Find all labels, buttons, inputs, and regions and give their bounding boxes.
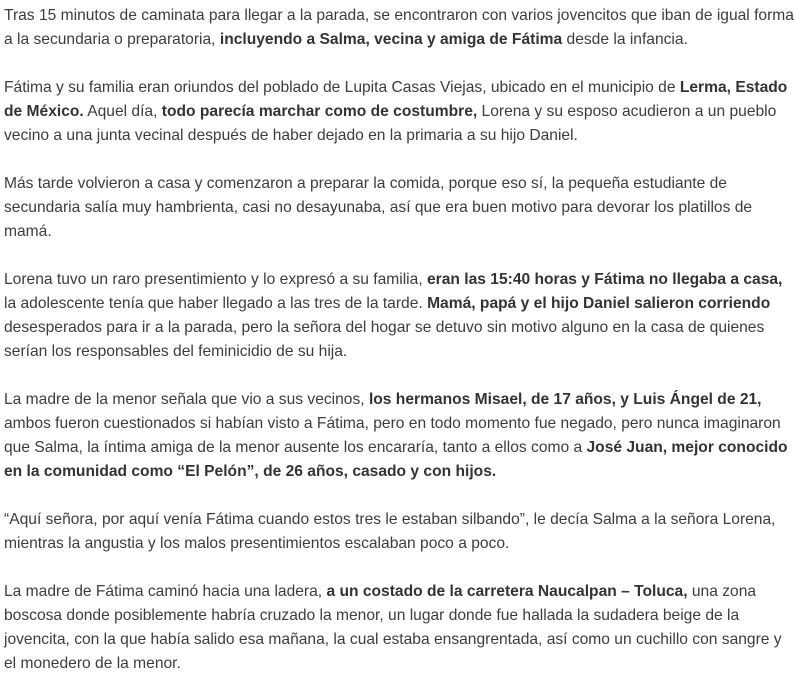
text-segment: desde la infancia. [562, 31, 688, 48]
bold-segment: incluyendo a Salma, vecina y amiga de Fátima [219, 31, 563, 48]
bold-segment: todo parecía marchar como de costumbre, [161, 103, 478, 120]
paragraph-5 [4, 388, 794, 484]
paragraph-1 [4, 4, 794, 52]
bold-segment: José Juan, mejor conocido en la comunidad como “El Pelón”, de 26 años, casado y con hijos. [4, 439, 788, 480]
text-segment: Más tarde volvieron a casa y comenzaron a preparar la comida, porque eso sí, la pequeña estudiante de secundaria salía muy hambrienta, casi no desayunaba, así que era buen motivo para devorar los platillos de mamá. [4, 175, 753, 240]
text-segment: Fátima y su familia eran oriundos del poblado de Lupita Casas Viejas, ubicado en el municipio de [4, 79, 680, 96]
bold-segment: Lerma, Estado de México. [4, 79, 788, 120]
bold-segment: los hermanos Misael, de 17 años, y Luis Ángel de 21, [368, 391, 762, 408]
paragraph-7 [4, 580, 794, 676]
text-segment: Aquel día, [83, 103, 162, 120]
text-segment: Lorena tuvo un raro presentimiento y lo expresó a su familia, [4, 271, 427, 288]
paragraph-4 [4, 268, 794, 364]
text-segment: la adolescente tenía que haber llegado a las tres de la tarde. [4, 295, 428, 312]
text-segment: una zona boscosa donde posiblemente habría cruzado la menor, un lugar donde fue hallada la sudadera beige de la jovencita, con la que había salido esa mañana, la cual estaba ensangrentada, así como un cuchillo con sangre y el monedero de la menor. [4, 583, 782, 672]
text-segment: La madre de la menor señala que vio a sus vecinos, [4, 391, 369, 408]
bold-segment: a un costado de la carretera Naucalpan – Toluca, [326, 583, 688, 600]
paragraph-2 [4, 76, 794, 148]
text-segment: Tras 15 minutos de caminata para llegar a la parada, se encontraron con varios jovencitos que iban de igual forma a la secundaria o preparatoria, [4, 7, 794, 48]
bold-segment: eran las 15:40 horas y Fátima no llegaba a casa, [427, 271, 783, 288]
text-segment: “Aquí señora, por aquí venía Fátima cuando estos tres le estaban silbando”, le decía Salma a la señora Lorena, mientras la angustia y los malos presentimientos escalaban poco a poco. [4, 511, 776, 552]
text-segment: ambos fueron cuestionados si habían visto a Fátima, pero en todo momento fue negado, pero nunca imaginaron que Salma, la íntima amiga de la menor ausente los encararía, tanto a ellos como a [4, 415, 781, 456]
text-segment: desesperados para ir a la parada, pero la señora del hogar se detuvo sin motivo alguno en la casa de quienes serían los responsables del feminicidio de su hija. [4, 319, 765, 360]
text-segment: Lorena y su esposo acudieron a un pueblo vecino a una junta vecinal después de haber dejado en la primaria a su hijo Daniel. [4, 103, 777, 144]
paragraph-6 [4, 508, 794, 556]
text-segment: La madre de Fátima caminó hacia una ladera, [4, 583, 327, 600]
article-body [4, 4, 794, 700]
bold-segment: Mamá, papá y el hijo Daniel salieron corriendo [427, 295, 771, 312]
paragraph-3 [4, 172, 794, 244]
